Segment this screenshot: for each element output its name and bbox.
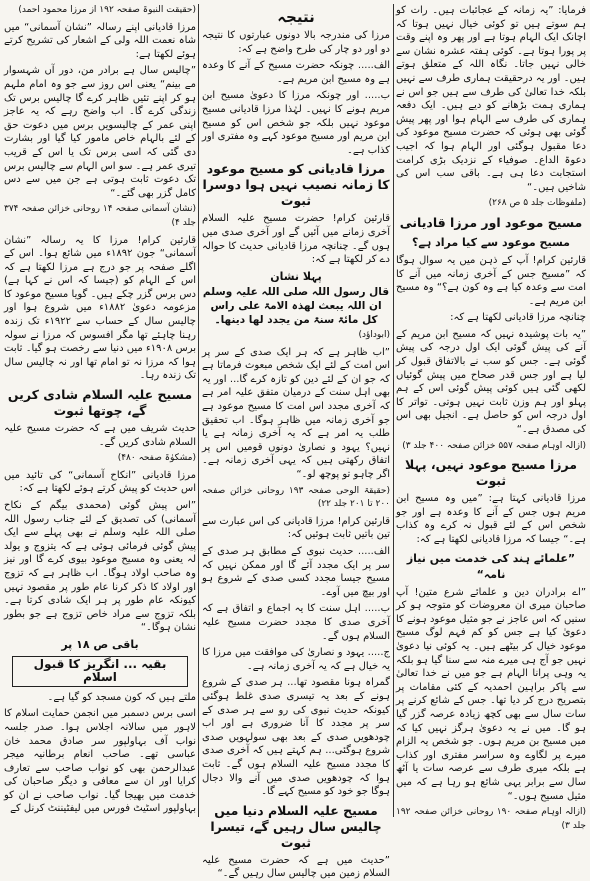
paragraph: مرزا قادیانی کہتا ہے: ”میں وہ مسیح ابن مریم ہوں جس کے آنے کا وعدہ ہے اور جو شخص اس کے لئے قبول نہ کرے وہ کذاب ہے۔“ جیسا کہ مرزا قادیانی لکھتا ہے کہ: bbox=[396, 493, 586, 545]
paragraph: ملتے ہیں کہ کون مسجد کو گیا ہے۔ bbox=[47, 691, 196, 703]
arabic-hadith: قال رسول اللہ صلی اللہ علیہ وسلم ان اللہ یبعث لھذہ الامۃ علی راس کل مائۃ سنۃ من یجدد لھا دینھا۔ bbox=[202, 286, 390, 326]
quote-reference: (حقیقۃ الوحی صفحہ ۱۹۳ روحانی خزائن صفحہ ۲۰۰ تا ۲۰۱ جلد ۲۲) bbox=[202, 485, 390, 510]
paragraph: اسی برس دسمبر میں انجمن حمایت اسلام کا لاہور میں سالانہ اجلاس ہوا۔ صدر جلسہ نواب آف بہاولپور سر صادق محمد خان عباسی تھے۔ صاحب انعام برطانیہ میجر عبدالرحمن بھی کو نواب صاحب سے تعارف کرایا اور ان سے معافی و دیگر صاحبان کی خدمت میں بھیجا گیا۔ نواب صاحب نے ان کو بہاولپور اسٹیٹ فورس میں لیفٹیننٹ کرنل کے bbox=[4, 708, 196, 815]
paragraph: قارئین کرام! مرزا قادیانی کی اس عبارت سے تین باتیں ثابت ہوئیں کہ: bbox=[202, 515, 390, 541]
paragraph: ب..... اور چونکہ مرزا کا دعویٰ مسیح ابن مریم ہونے کا نہیں۔ لہٰذا مرزا قادیانی مسیح موعود نہیں بلکہ جو شخص اس کو مسیح ابن مریم اور مسیح موعود کہے وہ مفتری اور کذاب ہے۔ bbox=[202, 90, 390, 156]
reference: (مشکوٰۃ صفحہ ۴۸۰) bbox=[117, 453, 196, 464]
quote-paragraph: ”اب ظاہر ہے کہ ہر ایک صدی کے سر پر اس امت کے لئے ایک شخص مبعوث فرماتا ہے کہ جو ان کے لئے دین کو تازہ کرے گا... اور یہ بھی اہل سنت کے درمیان متفق علیہ امر ہے کہ آخری مجدد اس امت کا مسیح موعود ہے جو آخری زمانہ میں ظاہر ہوگا۔ اب تحقیق طلب یہ امر ہے کہ یہ آخری زمانہ ہے یا نہیں؟ یہود و نصاریٰ دونوں قومیں اس پر اتفاق رکھتی ہیں کہ یہی آخری زمانہ ہے۔ اگر چاہو تو پوچھ لو۔“ bbox=[202, 346, 390, 481]
section-heading-3: ”علمائے ہند کی خدمت میں نیاز نامہ“ bbox=[406, 551, 576, 581]
continued-note: باقی ص ۱۸ پر bbox=[61, 637, 139, 651]
column-divider bbox=[393, 4, 394, 817]
quote-reference: (نشان آسمانی صفحہ ۱۴ روحانی خزائن صفحہ ۳۷۴ جلد ۴) bbox=[4, 204, 196, 228]
paragraph: ”حدیث میں ہے کہ حضرت مسیح علیہ السلام زمین میں چالیس سال رہیں گے۔“ bbox=[202, 854, 390, 880]
quote-paragraph: ”چالیس سال ہے برادر من، دور آں شہسوار مے بینم“ یعنی اس روز سے جو وہ امام ملہم ہو کر اپنے تئیں ظاہر کرے گا چالیس برس تک زندگی کرے گا۔ اب واضح رہے کہ یہ عاجز اپنی عمر کے چالیسویں برس میں دعوت حق کے لئے بالہام خاص مامور کیا گیا اور بشارت دی گئی کہ اسی برس تک یا اس کے قریب تیری عمر ہے۔ سو اس الہام سے چالیس برس تک دعوت ثابت ہوتی ہے جن میں سے دس کامل گزر بھی گئے۔“ bbox=[4, 65, 196, 199]
paragraph: حدیث شریف میں ہے کہ حضرت مسیح علیہ السلام شادی کریں گے۔ bbox=[4, 423, 196, 448]
subheading-first-sign: پہلا نشان bbox=[270, 269, 322, 283]
quote-reference: (ازالہ اوہام صفحہ ۱۹۰ روحانی خزائن صفحہ ۱۹۲ جلد ۳) bbox=[396, 807, 586, 831]
hadith-reference: (ابوداؤد) bbox=[358, 330, 390, 341]
quote-paragraph: ”اے برادران دین و علمائے شرع متین! آپ صاحبان میری ان معروضات کو متوجہ ہو کر سنیں کہ اس عاجز نے جو مثیل موعود ہونے کا دعویٰ کیا ہے جس کو کم فہم لوگ مسیح موعود خیال کر بیٹھے ہیں۔ یہ کوئی نیا دعویٰ نہیں جو آج ہی میرے منہ سے سنا گیا ہو بلکہ یہ وہی پرانا الہام ہے جو میں نے خدا تعالیٰ سے پاکر براہین احمدیہ کے کئی مقامات پر بتصریح درج کر دیا تھا۔ جس کے شائع کرنے پر سات سال سے بھی کچھ زیادہ عرصہ گزر گیا ہو گا۔ میں نے یہ دعویٰ ہرگز نہیں کیا کہ میں مسیح بن مریم ہوں۔ جو شخص یہ الزام میرے پر لگاوے وہ سراسر مفتری اور کذاب ہے بلکہ میری طرف سے عرصہ سات یا آٹھ سال سے برابر یہی شائع ہو رہا ہے کہ میں مثیل مسیح ہوں۔“ bbox=[396, 586, 586, 802]
paragraph: مرزا قادیانی اپنے رسالہ ”نشان آسمانی“ میں شاہ نعمت اللہ ولی کے اشعار کی تشریح کرتے ہوئے لکھتا ہے: bbox=[4, 21, 196, 60]
intro-quote: فرمایا: ”یہ زمانہ کے عجائبات ہیں۔ رات کو ہم سوتے ہیں تو کوئی خیال نہیں ہوتا کہ اچانک ایک الہام ہوتا ہے اور پھر وہ اپنے وقت پر پورا ہوتا ہے۔ کوئی ہفتہ عشرہ نشان سے خالی نہیں جاتا۔ نگاہ اللہ کے متعلق ہوتے ہیں۔ اور یہ درحقیقت ہماری طرف سے نہیں بلکہ خدا تعالیٰ کی طرف سے ہیں جو اس نے ہماری ہمت بڑھانے کو دیے ہیں۔ ایک دفعہ ہماری کی طرف سے الہام ہوا اور پھر پیش گوئی بھی ہوئی کہ حضرت مسیح موعود کی دعا مقبول ہوگئی اور الہام ہوا کہ اجیب دعوۃ الداع۔ صوفیاء کے نزدیک بڑی کرامت استجابت دعا ہی ہے۔ باقی سب اس کی شاخیں ہیں۔“ bbox=[396, 5, 586, 193]
section-heading-third-proof: مسیح علیہ السلام دنیا میں چالیس سال رہیں گے، تیسرا ثبوت bbox=[210, 802, 382, 850]
column-middle bbox=[202, 4, 390, 880]
quote-reference: (ازالہ اوہام صفحہ ۵۵۷ خزائن صفحہ ۴۰۰ جلد ۳) bbox=[402, 440, 586, 451]
section-heading-result: نتیجہ bbox=[277, 8, 315, 26]
section-heading-1: مسیح موعود اور مرزا قادیانی bbox=[399, 214, 583, 230]
paragraph: الف..... چونکہ حضرت مسیح کے آنے کا وعدہ ہے وہ مسیح ابن مریم ہے۔ bbox=[202, 60, 390, 85]
section-heading-1b: مسیح موعود سے کیا مراد ہے؟ bbox=[412, 235, 570, 249]
quote-paragraph: ”اس پیش گوئی (محمدی بیگم کے نکاح آسمانی) کی تصدیق کے لئے جناب رسول اللہ صلی اللہ علیہ وسلم نے بھی پہلے سے ایک پیش گوئی فرمائی ہوئی ہے کہ یتزوج و یولد لہ یعنی وہ مسیح موعود بیوی کرے گا اور نیز وہ صاحب اولاد ہوگا۔ اب ظاہر ہے کہ تزوج اور اولاد کا ذکر کرنا عام طور پر مقصود نہیں کیونکہ عام طور پر ہر ایک شادی کرتا ہے۔ بلکہ تزوج سے مراد خاص تزوج ہے جو بطور نشان ہوگا۔“ bbox=[4, 500, 196, 634]
paragraph: مرزا قادیانی ”انکاح آسمانی“ کی تائید میں اس حدیث کو پیش کرتے ہوئے لکھتا ہے کہ: bbox=[4, 469, 196, 495]
paragraph: قارئین کرام! مرزا کا یہ رسالہ ”نشان آسمانی“ جون ۱۸۹۲ء میں شائع ہوا۔ اس کے اگلے صفحہ پر جو درج ہے مرزا لکھتا ہے کہ اس کے الہام کو (جیسا کہ اس نے کہا ہے) دس برس گزر چکے ہیں۔ گویا مسیح موعود کا مزعومہ دعویٰ ۱۸۸۲ء میں شروع ہوا اور چالیس سال کے حساب سے ۱۹۲۲ء تک زندہ رہنا چاہئے تھا مگر افسوس کہ مرزا نے سولہ برس ۱۹۰۸ء میں دنیا سے رخصت ہو گیا۔ ثابت ہوا کہ مرزا نہ تو امام تھا اور نہ چالیس سال تک زندہ رہا۔ bbox=[4, 234, 197, 382]
paragraph: ب..... اہل سنت کا یہ اجماع و اتفاق ہے کہ آخری صدی کا مجدد حضرت مسیح علیہ السلام ہوں گے۔ bbox=[202, 603, 390, 642]
column-left bbox=[4, 4, 196, 817]
paragraph: قارئین کرام! حضرت مسیح علیہ السلام آخری زمانے میں آئیں گے اور آخری صدی میں ہوں گے۔ چنانچہ مرزا قادیانی حدیث کا حوالہ دے کر لکھتا ہے کہ: bbox=[202, 213, 390, 266]
column-divider bbox=[198, 4, 199, 817]
quote-paragraph: ”یہ بات پوشیدہ نہیں کہ مسیح ابن مریم کے آنے کی پیش گوئی ایک اول درجہ کی پیش گوئی ہے۔ جس کو سب نے بالاتفاق قبول کر لیا ہے اور جس قدر صحاح میں پیش گوئیاں لکھی گئی ہیں کوئی پیش گوئی اس کے ہم پہلو اور ہم وزن ثابت نہیں ہوتی۔ تواتر کا اول درجہ اس کو حاصل ہے۔ انجیل بھی اس کی مصدق ہے۔“ bbox=[396, 328, 586, 436]
paragraph: چنانچہ مرزا قادیانی لکھتا ہے کہ: bbox=[450, 312, 586, 324]
intro-reference: (ملفوظات جلد ۵ ص ۲۶۸) bbox=[488, 198, 586, 209]
reference: (حقیقت النبوۃ صفحہ ۱۹۲ از مرزا محمود احمد) bbox=[18, 5, 196, 15]
paragraph: الف..... حدیث نبوی کے مطابق ہر صدی کے سر پر ایک مجدد آئے گا اور ممکن نہیں کہ مسیح جیسا مجدد کسی صدی کے شروع ہو اور بیچ میں آوے۔ bbox=[202, 546, 390, 598]
paragraph: مرزا کی مندرجہ بالا دونوں عبارتوں کا نتیجہ دو اور دو چار کی طرح واضح ہے کہ: bbox=[202, 30, 390, 55]
section-heading-second-proof: مرزا قادیانی کو مسیح موعود کا زمانہ نصیب نہیں ہوا دوسرا ثبوت bbox=[202, 161, 390, 209]
column-right bbox=[396, 4, 586, 831]
paragraph: قارئین کرام! آپ کے ذہن میں یہ سوال ہوگا کہ ”مسیح جس کے آخری زمانہ میں آنے کا امت سے وعدہ کیا ہے وہ کون ہے؟“ وہ مسیح ابن مریم ہے۔ bbox=[396, 254, 586, 307]
paragraph: گمراہ ہونا مقصود تھا... ہر صدی کے شروع ہونے کے بعد یہ تیسری صدی غلط ہوگئی کیونکہ حدیث نبوی کی رو سے ہر صدی کے سر پر مجدد کا آنا ضروری ہے اور اب چودھویں صدی کے بعد بھی سولہویں صدی شروع ہوگئی... ہم کہتے ہیں کہ آخری صدی کا مجدد مسیح علیہ السلام ہوں گے۔ ثابت ہوا کہ چودھویں صدی میں آنے والا دجال ہوگا جو خود کو مسیح کہے گا۔ bbox=[202, 677, 390, 798]
boxed-heading: بقیہ ... انگریز کا قبول اسلام bbox=[12, 656, 188, 687]
section-heading-2: مرزا مسیح موعود نہیں، پہلا ثبوت bbox=[405, 457, 577, 489]
paragraph: ج..... یہود و نصاریٰ کی موافقت میں مرزا کا یہ خیال ہے کہ یہ آخری زمانہ ہے۔ bbox=[202, 647, 390, 672]
section-heading-fourth-proof: مسیح علیہ السلام شادی کریں گے، چوتھا ثبوت bbox=[7, 387, 193, 419]
